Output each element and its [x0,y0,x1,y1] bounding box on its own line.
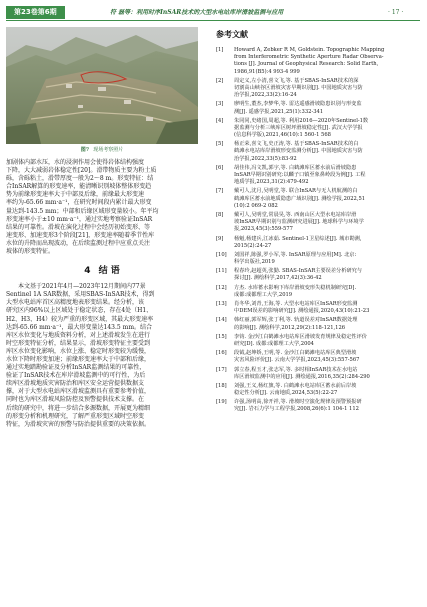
text-line: 结果的可靠性。滑坡在演化过程中会经历初始变形、等 [6,223,151,231]
figure-label: 图7 [80,147,90,153]
reference-text-line: InSAR早期识别研究:以麟子口镇至象鼻岭段为例[J]. 工程 [234,172,366,178]
figure-caption [6,147,198,154]
reference-number: [19] [216,399,227,406]
reference-text-line: 方杰. 水库蓄水影响下库岸滑坡变形失稳机制研究[D]. [234,284,357,291]
reference-number: [16] [216,350,227,357]
section-heading-conclusion [6,265,198,277]
reference-number: [10] [216,251,227,258]
reference-text-line: 稳定性分析[J]. 云南地质,2024,53(5):22-27 [234,390,338,397]
reference-text-line: 许强,汤明高,徐开祥,等. 滑坡时空演化规律及预警预报研 [234,399,362,406]
reference-number: [8] [216,211,224,218]
reference-text-line: 1986,91(B5):4 993-4 999 [234,68,300,75]
reference-number: [2] [216,77,224,84]
reference-text-line: 肖冬华,刘青,王海,等. 大型水电站库区InSAR形变监测 [234,301,358,307]
reference-text-line: 治学报,2022,33(5):83-92 [234,155,297,162]
reference-text-line: 测[J]. 遥感学报,2021,25(1):332-341 [234,108,324,115]
reference-item [216,188,416,210]
text-line: Sentinel 1A SAR数据，采用SBAS-InSAR技术，得到 [6,291,155,299]
reference-item [216,78,416,100]
landscape-photo-image [6,27,198,144]
reference-item [216,383,416,397]
reference-number: [1] [216,47,224,53]
reference-text-line: 2015(2):24-27 [234,242,272,249]
reference-number: [5] [216,141,224,148]
text-line: 的形变分析和机理研究，了解严重形变区域时空形变 [6,412,145,420]
text-line: 加剧体内部水压，水的浸润作用会使得岩体结构强度 [6,159,145,166]
right-column [216,30,416,416]
text-line: 库区水位变化影响，水位上涨、稳定时形变较为缓慢， [6,347,151,355]
reference-text-line: from Interferometric Synthetic Aperture Radar Observa- [234,54,384,61]
reference-text-line: 的影响[J]. 测绘科学,2012,29(2):118-121,126 [234,324,346,331]
reference-text-line: 周定义,左小清,喜文飞,等. 基于SBAS-InSAR技术的深 [234,77,359,84]
reference-text-line: 杨魁,杨建兵,江冰茹. Sentinel-1卫星综述[J]. 城市勘测, [234,235,362,242]
text-line: 大型水电站库首区高精度地表形变结果。经分析，该 [6,299,145,307]
reference-text-line: 朱同同,史绪国,周超,等. 利用2016—2020年Sentinel-1数 [234,117,369,124]
reference-number: [12] [216,284,227,291]
reference-item [216,165,416,187]
reference-text-line: 成都:成都理工大学,2019 [234,291,293,298]
reference-text-line: 坡InSAR早期识别与监测研究进展[J]. 地球科学与环境学 [234,219,364,226]
reference-number: [9] [216,235,224,242]
text-line: 达到-65.66 mm·a⁻¹，最大形变量达143.5 mm。结合 [6,323,153,331]
figure-caption-text: 现场考察照片 [93,147,124,153]
text-line: 形变速率小于±10 mm·a⁻¹，通过实地考察验证InSAR [6,215,153,223]
reference-number: [18] [216,382,227,389]
text-line: 下降，大大减弱岩体稳定性[20]。滑带物质主要为粉土质 [6,167,157,175]
reference-text-line: 韩红丽,郭军辉,张丁利,等. 轨道误差对InSAR数据处理 [234,317,358,324]
text-line: 同时也为库区滑坡风险防控及预警提供技术支撑。在 [6,396,145,404]
reference-item [216,236,416,250]
text-line: 特征，为滑坡灾害的预警与防治提供重要的决策依据。 [6,420,151,428]
reference-item [216,350,416,364]
text-line: 砾，含砾粘土，滑带厚度一般为2～8 m。形变特征：结 [6,175,154,183]
text-line: 撑，对于大型水电站库区滑坡监测具有重要参考价值， [6,388,151,396]
reference-item [216,285,416,299]
reference-text-line: 鹤滩水电站库岸滑坡形变监测分析[J]. 中国地质灾害与防 [234,148,363,155]
reference-text-line: 郭立春,程玉才,张志军,等. 多时相InSAR技术在水电站 [234,366,358,373]
reference-text-line: 库区滑坡监测中的应用[J]. 测绘通报,2016,35(2):284-290 [234,373,370,380]
reference-item [216,252,416,266]
section-title-text: 结 语 [98,266,120,277]
site-photo [6,27,198,144]
reference-item [216,367,416,381]
text-line: 后续的研究中，将进一步结合多源数据，开展更为精细 [6,404,151,412]
text-line: 势为前缘形变速率大于中部及后缘，前缘最大形变速 [6,191,145,199]
reference-text-line: 治学报,2022,33(2):16-24 [234,92,297,99]
reference-item [216,317,416,331]
text-line: 验证了InSAR技术在库岸滑坡监测中的可行性，为后 [6,372,146,380]
reference-number: [11] [216,268,227,275]
reference-text-line: 究[J]. 岩石力学与工程学报,2008,26(6):1 104-1 112 [234,406,359,413]
reference-list [216,47,416,414]
reference-number: [13] [216,301,227,307]
reference-text-line: 研究[D]. 成都:成都理工大学,2004 [234,340,314,347]
reference-text-line: (信息科学版),2021,46(10):1 560-1 568 [234,132,331,139]
text-line: 坡体的形变特征。 [6,248,55,256]
left-column [6,27,198,429]
paragraph-conclusion [6,283,198,429]
reference-item [216,47,416,76]
reference-item [216,118,416,140]
text-line: 率约为-65.66 mm·a⁻¹，在研究时间段内累计最大形变 [6,199,152,207]
text-line: 续库区滑坡地质灾害防治和库区安全运营提供数据支 [6,380,145,388]
reference-text-line: 杨正荣,喜文飞,史正涛,等. 基于SBAS-InSAR技术的白 [234,141,359,148]
page-number: · 17 · [388,9,404,16]
volume-badge: 第23卷第6期 [6,6,65,19]
page-header [0,0,427,22]
text-line: H2、H3、H4）较为严重的形变区域，其最大形变速率 [6,315,154,323]
reference-number: [14] [216,317,227,324]
text-line: 本文基于2021年4月—2023年12月期间内77景 [18,283,146,291]
reference-text-line: Howard A, Zebker R M, Goldstein. Topographic Mapping [234,47,385,53]
references-heading: 参考文献 [216,30,248,39]
reference-item [216,301,416,315]
reference-text-line: 鹤滩库区蓄水前地质隐患广域识别[J]. 测绘学报,2022,51 [234,195,366,202]
reference-number: [6] [216,164,224,171]
text-line: 速变形、加速变形3个阶段[21]，形变速率随着季节性库 [6,231,155,239]
paragraph-deformation-analysis [6,159,198,256]
reference-number: [3] [216,101,224,108]
reference-text-line: 科学出版社,2019 [234,259,275,266]
reference-text-line: 中DEM误差的影响研究[J]. 测绘通报,2020,43(10):21-23 [234,308,370,315]
text-line: 量达到-143.5 mm；中部和后缘区域形变量较小。年平均 [6,207,159,215]
text-line: 水位下降时形变加速；前缘形变速率大于中部和后缘， [6,355,151,363]
reference-text-line: 刘国祥,陈强,罗小军,等. InSAR原理与应用[M]. 北京: [234,251,357,258]
header-rule [6,20,420,21]
reference-text-line: 段钺,赵坤娇,王明,等. 金沙江白鹤滩电站库区典型滑坡 [234,350,357,357]
reference-item [216,268,416,282]
reference-item [216,101,416,115]
reference-number: [4] [216,117,224,124]
reference-item [216,399,416,413]
text-line: 研究区内96%以上区域处于稳定状态，存在4处（H1、 [6,307,153,315]
reference-text-line: 刘强,王义,杨红旗,等. 白鹤滩水电站库区蓄水前后岸坡 [234,382,357,389]
reference-number: [15] [216,333,227,340]
reference-number: [17] [216,366,227,373]
reference-text-line: 胡佳伟,冯文凯,郭宇,等. 白鹤滩库区蓄水前后滑坡隐患 [234,164,357,171]
reference-text-line: 探讨[J]. 测绘科学,2017,42(3):36-42 [234,275,322,282]
reference-text-line: 切割高山峡谷区滑坡灾害早期识别[J]. 中国地质灾害与防 [234,84,363,91]
reference-item [216,334,416,348]
reference-text-line: 廖明生,董杰,李梦华,等. 雷达遥感滑坡隐患识别与形变监 [234,101,362,108]
reference-text-line: 报,2023,45(3):559-577 [234,226,293,233]
reference-text-line: 地质学报,2023,31(2):479-492 [234,179,309,186]
reference-item [216,212,416,234]
reference-text-line: 据监测与分析三峡库区树坪滑坡稳定性[J]. 武汉大学学报 [234,124,363,131]
section-number: 4 [84,266,91,277]
reference-text-line: 戴可人,吴明堂,常晨昊,等. 西南山区大型水电站库岸滑 [234,211,357,218]
text-line: 时空形变特征分析，结果显示，滑坡形变特征主要受到 [6,339,151,347]
reference-number: [7] [216,188,224,195]
reference-text-line: 戴可人,沈月,吴明堂,等. 联合InSAR与无人机航测的白 [234,188,358,195]
reference-text-line: 程春玲,赵超英,张勤. SBAS-InSAR主要误差分析研究与 [234,268,362,275]
text-line: 水位的升降而出现波动，在后续监测过程中应重点关注 [6,239,151,247]
reference-text-line: 灾害风险评价[J]. 云南大学学报,2023,45(3):557-567 [234,357,360,364]
reference-text-line: (10):2 069-2 082 [234,202,278,209]
reference-item [216,141,416,163]
text-line: 库区水位变化与地质资料分析，对上述滑坡发生在进行 [6,331,151,339]
text-line: 通过实地踏勘验证及分析InSAR监测结果的可靠性， [6,364,146,372]
reference-text-line: 李钧. 金沙江白鹤滩水电站库区滑坡发育规律及稳定性评价 [234,333,367,340]
text-line: 合InSAR解算的形变速率，能清晰识别坡体整体形变趋 [6,183,152,191]
reference-text-line: tions [J]. Journal of Geophysical Research: Solid Earth, [234,61,379,68]
running-title: 符 磊等：利用时序InSAR技术的大型水电站库岸滑坡监测与应用 [110,9,284,16]
